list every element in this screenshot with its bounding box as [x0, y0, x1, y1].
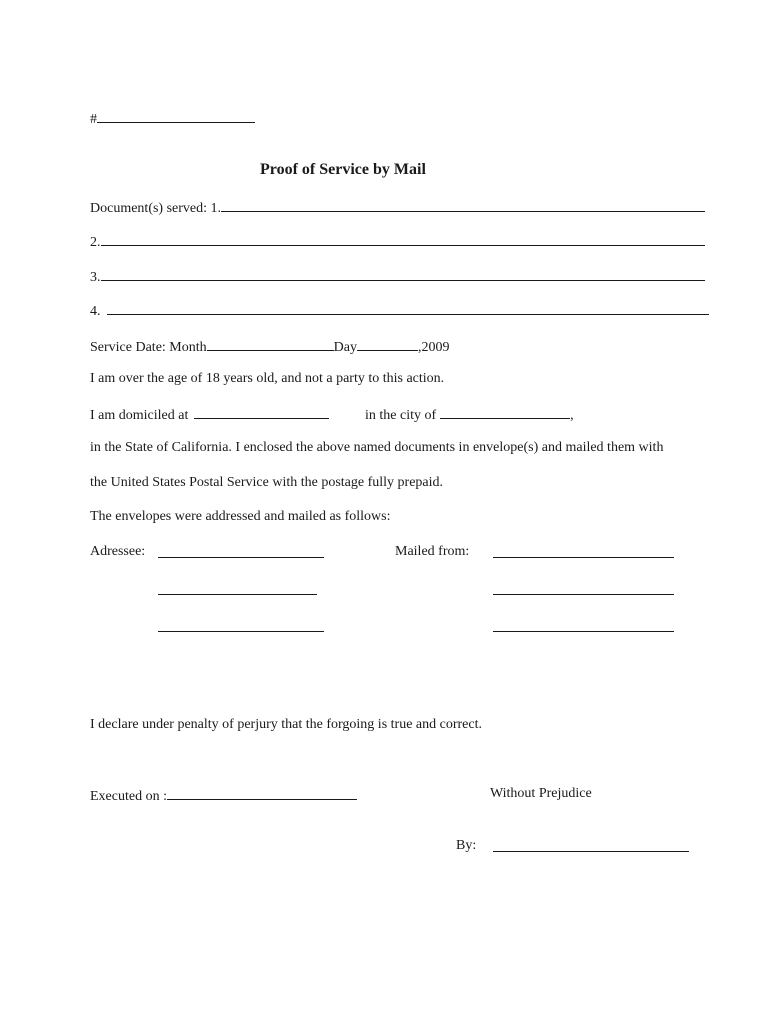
service-month-field[interactable] — [207, 337, 334, 351]
city-row — [365, 405, 574, 424]
mailed-from-line-1[interactable] — [493, 544, 674, 558]
mailed-from-line-1-wrap — [493, 544, 674, 563]
document-2-row — [90, 232, 705, 251]
mailed-from-line-3-wrap — [493, 618, 674, 637]
executed-on-label: Executed on : — [90, 789, 167, 804]
addressee-line-1[interactable] — [158, 544, 324, 558]
service-date-label: Service Date: Month — [90, 340, 207, 355]
addressee-label: Adressee: — [90, 544, 146, 559]
executed-on-row — [90, 786, 357, 805]
domicile-row — [90, 405, 329, 424]
document-2-field[interactable] — [101, 232, 705, 246]
addressee-line-3-wrap — [158, 618, 324, 637]
executed-on-field[interactable] — [167, 786, 357, 800]
document-3-field[interactable] — [101, 267, 705, 281]
age-statement: I am over the age of 18 years old, and not a party to this action. — [90, 371, 445, 386]
document-3-row — [90, 267, 705, 286]
document-number-field[interactable] — [97, 109, 255, 123]
declaration-statement: I declare under penalty of perjury that the forgoing is true and correct. — [90, 717, 482, 732]
addressee-line-2-wrap — [158, 581, 317, 600]
mailed-from-label: Mailed from: — [395, 544, 470, 559]
addressee-line-1-wrap — [158, 544, 324, 563]
city-suffix: , — [570, 408, 574, 423]
mailed-from-line-2-wrap — [493, 581, 674, 600]
city-label: in the city of — [365, 408, 437, 423]
mailed-from-line-2[interactable] — [493, 581, 674, 595]
service-date-row — [90, 337, 449, 356]
addressee-line-2[interactable] — [158, 581, 317, 595]
number-prefix: # — [90, 112, 97, 127]
service-day-field[interactable] — [357, 337, 418, 351]
by-label: By: — [456, 838, 477, 853]
city-field[interactable] — [440, 405, 570, 419]
document-1-field[interactable] — [221, 198, 705, 212]
year-label: ,2009 — [417, 340, 450, 355]
documents-served-label: Document(s) served: 1. — [90, 201, 222, 216]
document-4-label: 4. — [90, 304, 101, 319]
signature-field[interactable] — [493, 838, 689, 852]
document-2-label: 2. — [90, 235, 101, 250]
document-number — [90, 109, 255, 128]
document-4-row — [90, 301, 709, 320]
day-label: Day — [333, 340, 357, 355]
state-statement: in the State of California. I enclosed the above named documents in envelope(s) and mailed them with — [90, 440, 664, 455]
page-title: Proof of Service by Mail — [260, 161, 426, 178]
document-3-label: 3. — [90, 270, 101, 285]
documents-served-row — [90, 198, 705, 217]
signature-wrap — [493, 838, 689, 857]
document-4-field[interactable] — [107, 301, 709, 315]
without-prejudice: Without Prejudice — [490, 786, 592, 801]
addressee-line-3[interactable] — [158, 618, 324, 632]
mailed-from-line-3[interactable] — [493, 618, 674, 632]
domiciled-label: I am domiciled at — [90, 408, 189, 423]
domicile-address-field[interactable] — [194, 405, 329, 419]
postal-statement: the United States Postal Service with the postage fully prepaid. — [90, 475, 444, 490]
envelopes-statement: The envelopes were addressed and mailed as follows: — [90, 509, 391, 524]
